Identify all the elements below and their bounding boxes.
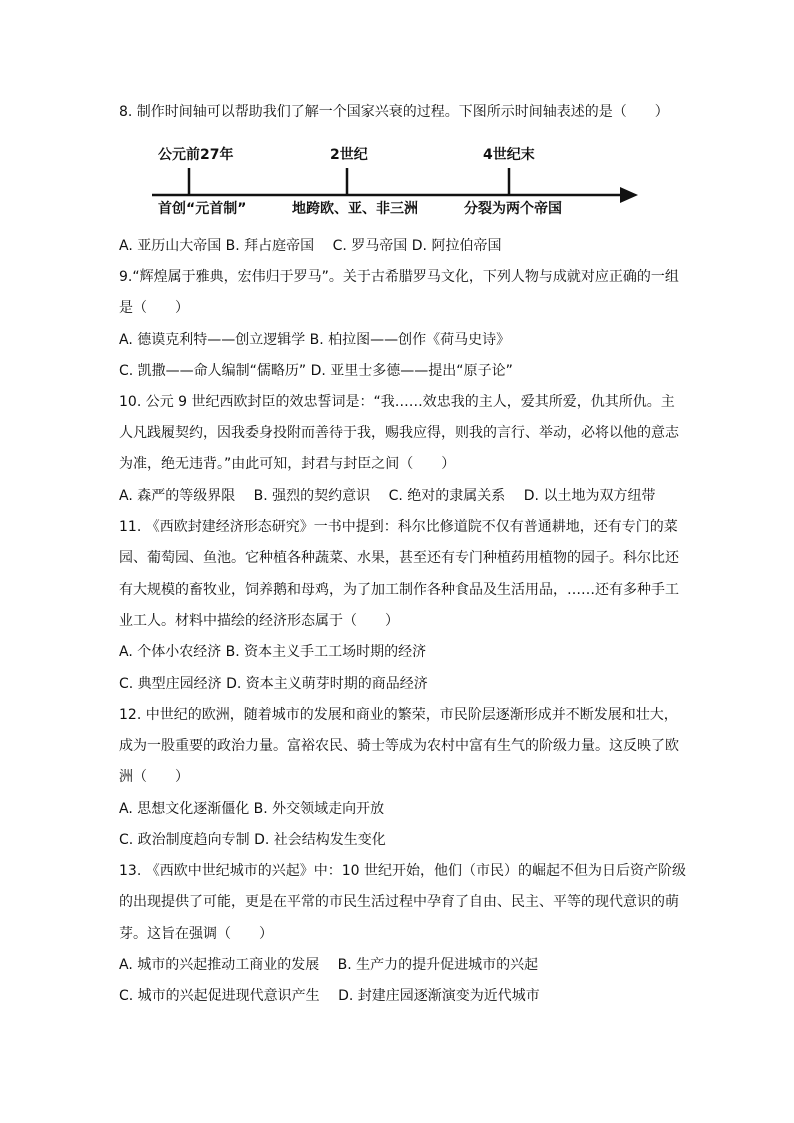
question-9-stem-line2: 是（ ） <box>119 300 189 316</box>
question-11-stem-line4: 业工人。材料中描绘的经济形态属于（ ） <box>119 613 399 629</box>
question-13-options-line1: A. 城市的兴起推动工商业的发展 B. 生产力的提升促进城市的兴起 <box>119 957 539 973</box>
question-11-stem-line3: 有大规模的畜牧业，饲养鹅和母鸡，为了加工制作各种食品及生活用品，……还有多种手工 <box>119 582 679 598</box>
question-10-stem-line3: 为准，绝无违背。”由此可知，封君与封臣之间（ ） <box>119 456 456 472</box>
question-12-stem-line2: 成为一股重要的政治力量。富裕农民、骑士等成为农村中富有生气的阶级力量。这反映了欧 <box>119 738 679 754</box>
timeline-point-1-event: 首创“元首制” <box>158 201 247 217</box>
timeline-diagram <box>140 140 660 230</box>
timeline-point-3-event: 分裂为两个帝国 <box>464 201 562 217</box>
question-11-stem-line2: 园、葡萄园、鱼池。它种植各种蔬菜、水果，甚至还有专门种植药用植物的园子。科尔比还 <box>119 550 679 566</box>
question-9-stem-line1: 9.“辉煌属于雅典，宏伟归于罗马”。关于古希腊罗马文化，下列人物与成就对应正确的一组 <box>119 269 679 285</box>
question-13-stem-line1: 13. 《西欧中世纪城市的兴起》中：10 世纪开始，他们（市民）的崛起不但为日后资产阶级 <box>119 863 686 879</box>
timeline-point-1-date: 公元前27年 <box>158 147 234 163</box>
question-8-stem: 8. 制作时间轴可以帮助我们了解一个国家兴衰的过程。下图所示时间轴表述的是（ ） <box>119 104 669 120</box>
question-12-options-line1: A. 思想文化逐渐僵化 B. 外交领域走向开放 <box>119 801 385 817</box>
question-9-options-line2: C. 凯撒——命人编制“儒略历” D. 亚里士多德——提出“原子论” <box>119 363 513 379</box>
question-12-options-line2: C. 政治制度趋向专制 D. 社会结构发生变化 <box>119 832 386 848</box>
question-9-options-line1: A. 德谟克利特——创立逻辑学 B. 柏拉图——创作《荷马史诗》 <box>119 332 511 348</box>
question-11-stem-line1: 11. 《西欧封建经济形态研究》一书中提到：科尔比修道院不仅有普通耕地，还有专门的菜 <box>119 519 678 535</box>
question-10-stem-line1: 10. 公元 9 世纪西欧封臣的效忠誓词是：“我……效忠我的主人，爱其所爱，仇其所仇。主 <box>119 394 675 410</box>
question-11-options-line2: C. 典型庄园经济 D. 资本主义萌芽时期的商品经济 <box>119 676 428 692</box>
timeline-point-3-date: 4世纪末 <box>483 147 535 163</box>
question-13-options-line2: C. 城市的兴起促进现代意识产生 D. 封建庄园逐渐演变为近代城市 <box>119 988 540 1004</box>
question-11-options-line1: A. 个体小农经济 B. 资本主义手工工场时期的经济 <box>119 644 427 660</box>
question-13-stem-line3: 芽。这旨在强调（ ） <box>119 926 273 942</box>
question-8-options: A. 亚历山大帝国 B. 拜占庭帝国 C. 罗马帝国 D. 阿拉伯帝国 <box>119 238 502 254</box>
question-12-stem-line1: 12. 中世纪的欧洲，随着城市的发展和商业的繁荣，市民阶层逐渐形成并不断发展和壮大， <box>119 707 678 723</box>
question-12-stem-line3: 洲（ ） <box>119 769 189 785</box>
timeline-point-2-date: 2世纪 <box>330 147 368 163</box>
timeline-point-2-event: 地跨欧、亚、非三洲 <box>292 201 418 217</box>
question-10-stem-line2: 人凡践履契约，因我委身投附而善待于我，赐我应得，则我的言行、举动，必将以他的意志 <box>119 425 679 441</box>
question-10-options: A. 森严的等级界限 B. 强烈的契约意识 C. 绝对的隶属关系 D. 以土地为双方纽带 <box>119 488 656 504</box>
timeline-arrowhead <box>620 187 638 203</box>
question-13-stem-line2: 的出现提供了可能，更是在平常的市民生活过程中孕育了自由、民主、平等的现代意识的萌 <box>119 894 679 910</box>
